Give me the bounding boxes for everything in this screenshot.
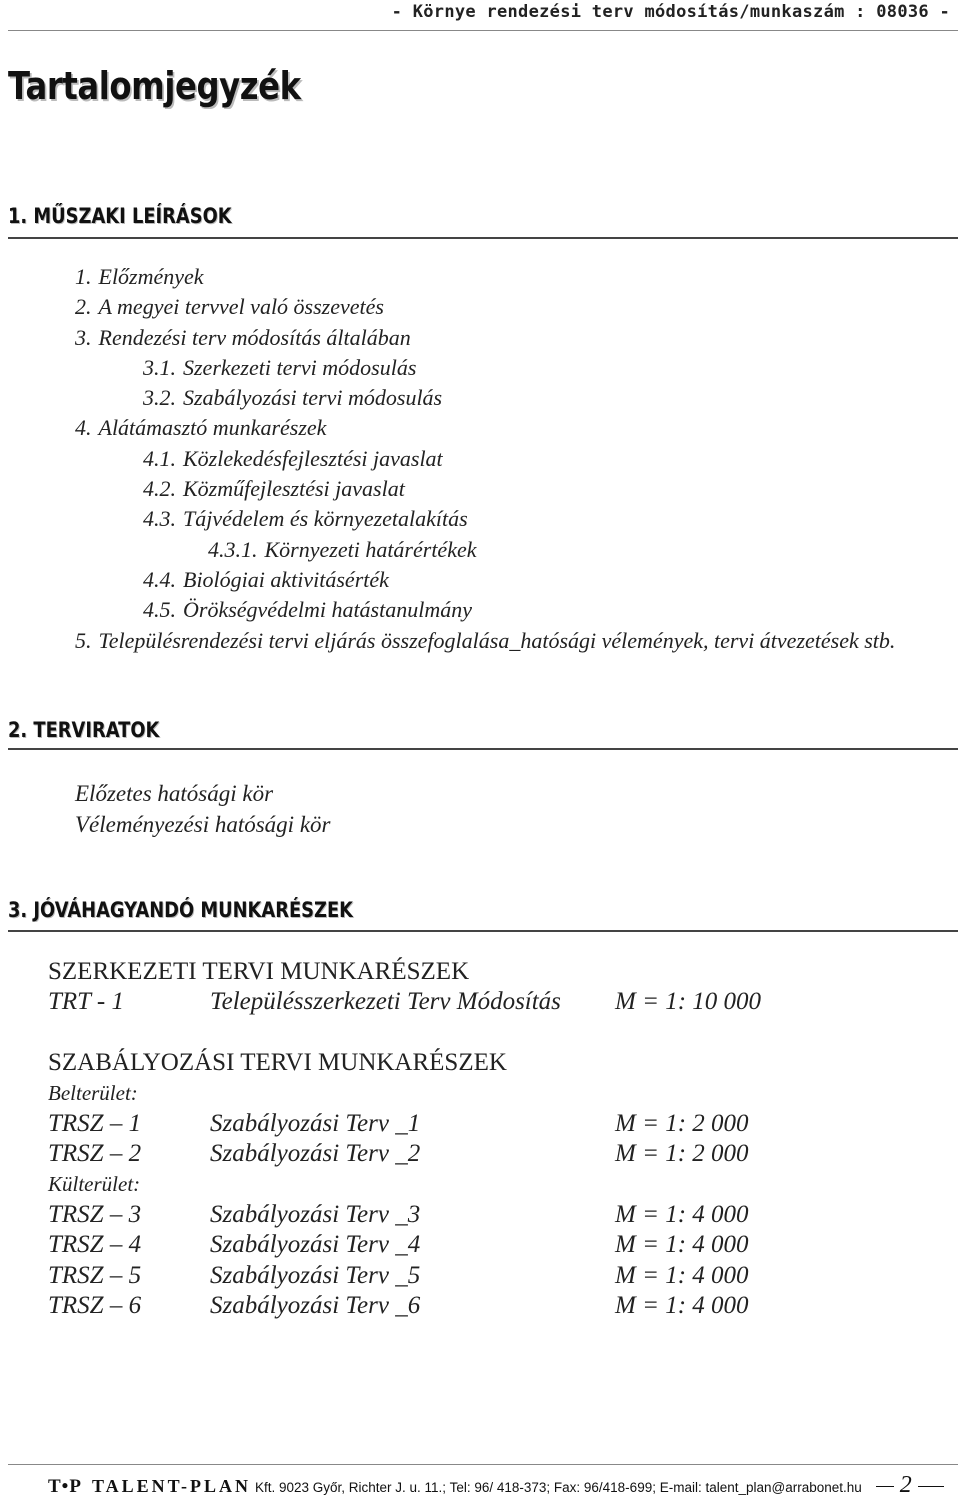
footer-divider	[8, 1464, 958, 1465]
table-row: TRSZ – 2 Szabályozási Terv _2 M = 1: 2 000	[48, 1139, 749, 1167]
toc-item[interactable]: 4.1. Közlekedésfejlesztési javaslat	[143, 445, 443, 471]
company-logo: T•P	[48, 1476, 82, 1497]
regulation-heading: SZABÁLYOZÁSI TERVI MUNKARÉSZEK	[48, 1048, 507, 1076]
table-row: TRSZ – 6 Szabályozási Terv _6 M = 1: 4 000	[48, 1291, 749, 1319]
footer	[48, 1472, 944, 1499]
section-divider	[8, 237, 958, 239]
table-row: TRSZ – 3 Szabályozási Terv _3 M = 1: 4 000	[48, 1200, 749, 1228]
list-item: Előzetes hatósági kör	[75, 781, 274, 806]
toc-item[interactable]: 4.5. Örökségvédelmi hatástanulmány	[143, 597, 472, 623]
page-number: 2	[876, 1472, 944, 1499]
toc-item[interactable]: 4.3.1. Környezeti határértékek	[208, 536, 477, 562]
toc-item[interactable]: 4.3. Tájvédelem és környezetalakítás	[143, 506, 468, 532]
header-divider	[8, 30, 958, 31]
section-divider	[8, 930, 958, 932]
toc-item[interactable]: 1. Előzmények	[75, 264, 204, 289]
work-parts	[48, 957, 762, 1321]
toc-item[interactable]: 4.4. Biológiai aktivitásérték	[143, 566, 389, 592]
section-title-approval: 3. JÓVÁHAGYANDÓ MUNKARÉSZEK	[8, 898, 353, 922]
toc-item[interactable]: 4. Alátámasztó munkarészek	[75, 415, 327, 441]
running-header: - Környe rendezési terv módosítás/munkaszám : 08036 -	[391, 2, 950, 22]
section-divider	[8, 748, 958, 750]
table-row: TRSZ – 1 Szabályozási Terv _1 M = 1: 2 000	[48, 1109, 749, 1137]
company-contact: Kft. 9023 Győr, Richter J. u. 11.; Tel: 96/ 418-373; Fax: 96/418-699; E-mail: talent_plan@arrabonet.hu	[254, 1480, 862, 1495]
toc-list	[0, 262, 895, 656]
inner-area-label: Belterület:	[48, 1081, 138, 1106]
toc-item[interactable]: 5. Településrendezési tervi eljárás összefoglalása_hatósági vélemények, tervi átvezetések stb.	[75, 627, 896, 653]
list-item: Véleményezési hatósági kör	[75, 812, 331, 837]
toc-item[interactable]: 3. Rendezési terv módosítás általában	[75, 324, 411, 350]
structural-heading: SZERKEZETI TERVI MUNKARÉSZEK	[48, 958, 470, 985]
toc-item[interactable]: 3.1. Szerkezeti tervi módosulás	[143, 354, 417, 380]
table-row: TRSZ – 5 Szabályozási Terv _5 M = 1: 4 000	[48, 1261, 749, 1289]
authority-circles-list	[0, 778, 330, 840]
table-row: TRSZ – 4 Szabályozási Terv _4 M = 1: 4 000	[48, 1231, 749, 1259]
outer-area-label: Külterület:	[48, 1172, 141, 1197]
section-title-technical: 1. MŰSZAKI LEÍRÁSOK	[8, 204, 232, 228]
table-row: TRT - 1 Településszerkezeti Terv Módosítás M = 1: 10 000	[48, 988, 762, 1016]
toc-item[interactable]: 4.2. Közműfejlesztési javaslat	[143, 476, 405, 502]
section-title-documents: 2. TERVIRATOK	[8, 718, 160, 742]
toc-item[interactable]: 3.2. Szabályozási tervi módosulás	[143, 385, 443, 411]
company-name: TALENT-PLAN	[91, 1476, 251, 1496]
page-title: Tartalomjegyzék	[8, 64, 301, 108]
toc-item[interactable]: 2. A megyei tervvel való összevetés	[75, 294, 384, 320]
